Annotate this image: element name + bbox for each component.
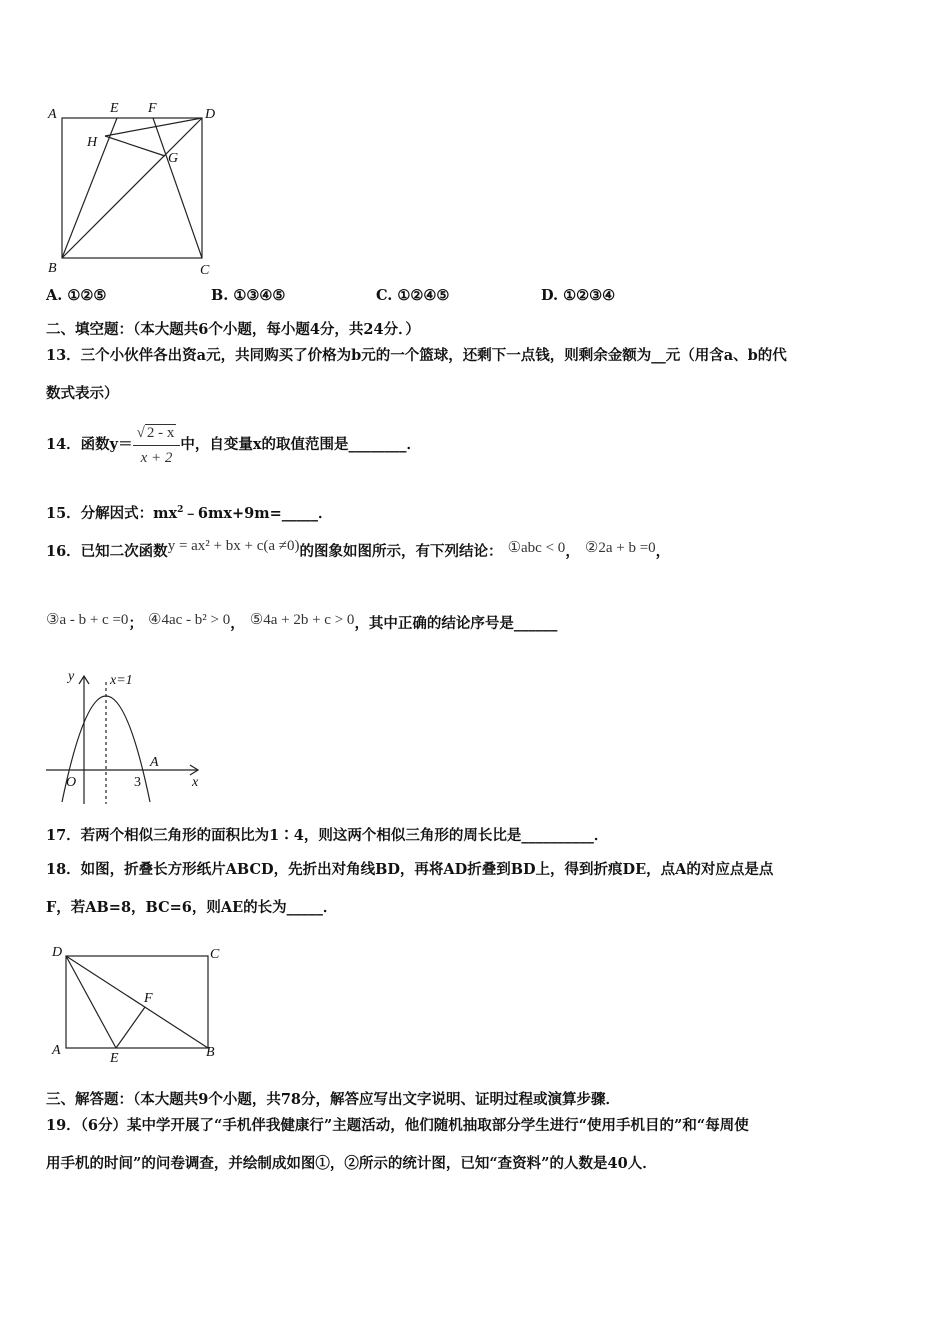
segment-cf xyxy=(153,118,202,258)
q15-sup: 2 xyxy=(177,505,184,515)
q16-mid: 的图象如图所示，有下列结论： xyxy=(299,543,503,560)
rect-label-c: C xyxy=(210,947,220,962)
option-a-letter: A. xyxy=(46,287,63,304)
option-c-letter: C. xyxy=(376,287,393,304)
tick-3-label: 3 xyxy=(134,775,141,790)
q14-numerator: 2 - x xyxy=(146,424,175,441)
parabola-figure xyxy=(40,662,210,810)
q14-denominator: x + 2 xyxy=(140,449,173,466)
q16-suffix: ，其中正确的结论序号是______ xyxy=(354,615,558,632)
label-f: F xyxy=(148,101,157,116)
q16-line2: ③a - b + c =0； ④4ac - b² > 0， ⑤4a + 2b + c > 0，其中正确的结论序号是______ xyxy=(46,612,558,632)
symmetry-label: x=1 xyxy=(110,673,133,688)
segment-de xyxy=(66,956,116,1048)
section3-title: 三、解答题：（本大题共9个小题，共78分，解答应写出文字说明、证明过程或演算步骤． xyxy=(46,1091,621,1108)
origin-label: O xyxy=(66,775,77,790)
q14-suffix: 中，自变量x的取值范围是________． xyxy=(180,436,421,453)
rect-label-a: A xyxy=(52,1043,61,1058)
option-b[interactable] xyxy=(211,286,285,306)
label-e: E xyxy=(110,101,119,116)
option-d[interactable] xyxy=(541,286,615,306)
label-h: H xyxy=(87,135,98,150)
option-a-text: ①②⑤ xyxy=(67,287,107,304)
q15-suffix: ﹣6mx+9m=_____． xyxy=(183,504,333,522)
point-a-label: A xyxy=(150,755,159,770)
q16-line1: 16．已知二次函数y = ax² + bx + c(a ≠0)的图象如图所示，有下列结论： ①abc < 0， ②2a + b =0， xyxy=(46,538,671,560)
label-d: D xyxy=(205,107,216,122)
rectangle-figure xyxy=(46,940,236,1066)
q16-conclusion-3: ③a - b + c =0 xyxy=(46,612,129,628)
option-b-letter: B. xyxy=(211,287,229,304)
q15-prefix: 15．分解因式：mx xyxy=(46,504,178,522)
q14-fraction: $\frac{√ 2 - x}{x + 2}$ xyxy=(133,423,181,468)
segment-ef xyxy=(116,1007,145,1048)
q16-conclusion-4: ④4ac - b² > 0 xyxy=(148,612,231,628)
q16-conclusion-1: ①abc < 0 xyxy=(507,540,566,556)
q16-function: y = ax² + bx + c(a ≠0) xyxy=(167,538,300,554)
q14 xyxy=(46,420,421,470)
q19-line1: 19．（6分）某中学开展了“手机伴我健康行”主题活动，他们随机抽取部分学生进行“使用手机目的”和“每周使 xyxy=(46,1117,749,1134)
x-axis-label: x xyxy=(192,775,199,790)
option-a[interactable] xyxy=(46,286,106,306)
rect-label-b: B xyxy=(206,1045,215,1060)
q13-line2: 数式表示） xyxy=(46,385,119,402)
option-c-text: ①②④⑤ xyxy=(397,287,450,304)
rect-label-f: F xyxy=(144,991,153,1006)
q16-conclusion-2: ②2a + b =0 xyxy=(584,540,656,556)
q13-line1: 13．三个小伙伴各出资a元，共同购买了价格为b元的一个篮球，还剩下一点钱，则剩余金额为__元（用含a、b的代 xyxy=(46,347,787,364)
option-b-text: ①③④⑤ xyxy=(233,287,286,304)
segment-bd xyxy=(62,118,202,258)
label-c: C xyxy=(200,263,210,278)
rect-label-e: E xyxy=(110,1051,119,1066)
q19-line2: 用手机的时间”的问卷调查，并绘制成如图①，②所示的统计图，已知“查资料”的人数是40人． xyxy=(46,1155,657,1172)
segment-hg xyxy=(105,136,165,156)
option-c[interactable] xyxy=(376,286,449,306)
label-b: B xyxy=(48,261,57,276)
q18-line2: F，若AB=8，BC=6，则AE的长为_____． xyxy=(46,899,338,916)
label-a: A xyxy=(48,107,57,122)
option-d-letter: D. xyxy=(541,287,559,304)
q15 xyxy=(46,500,333,524)
square-figure xyxy=(40,96,230,278)
q16-conclusion-5: ⑤4a + 2b + c > 0 xyxy=(249,612,355,628)
q18-line1: 18．如图，折叠长方形纸片ABCD，先折出对角线BD，再将AD折叠到BD上，得到折痕DE，点A的对应点是点 xyxy=(46,861,774,878)
label-g: G xyxy=(168,151,179,166)
section2-title: 二、填空题：（本大题共6个小题，每小题4分，共24分．） xyxy=(46,321,420,338)
y-axis-label: y xyxy=(68,669,75,684)
q14-prefix: 14．函数y＝ xyxy=(46,436,133,453)
option-d-text: ①②③④ xyxy=(563,287,616,304)
rect-label-d: D xyxy=(52,945,63,960)
segment-db xyxy=(66,956,208,1048)
q17: 17．若两个相似三角形的面积比为1∶4，则这两个相似三角形的周长比是__________． xyxy=(46,827,609,844)
q16-prefix: 16．已知二次函数 xyxy=(46,543,168,560)
